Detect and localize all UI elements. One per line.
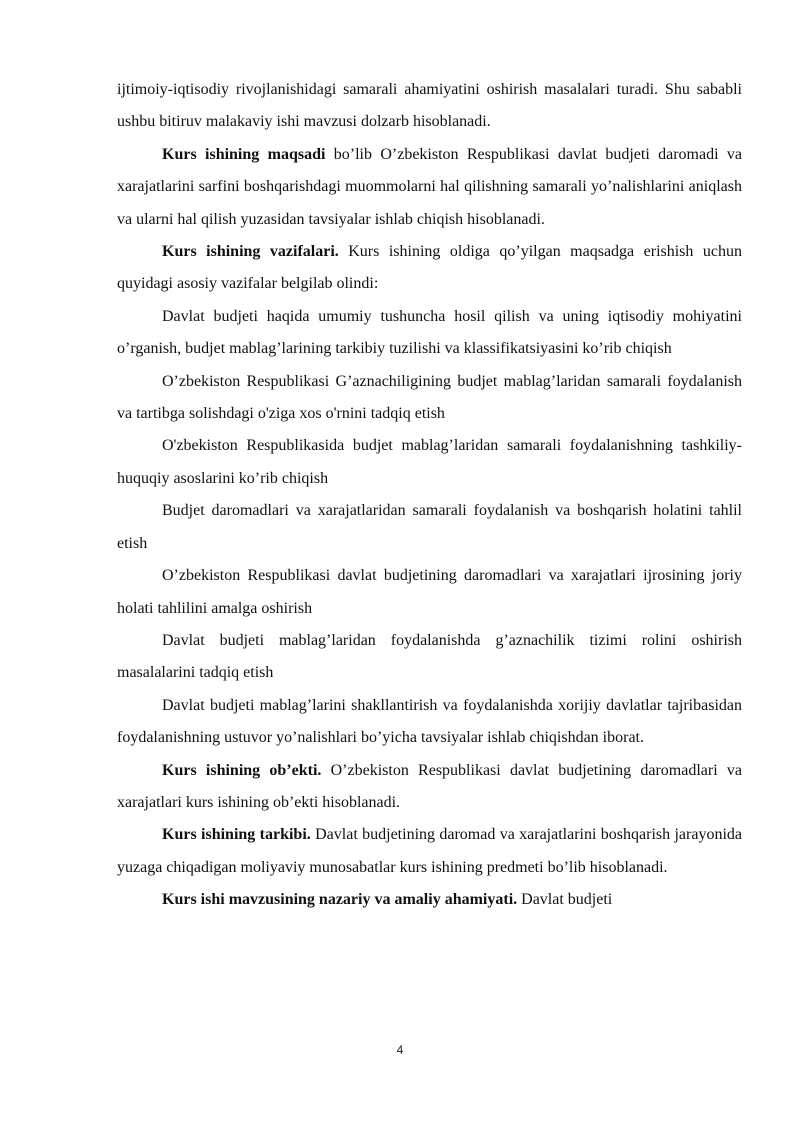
document-body (117, 74, 742, 917)
paragraph-text: Davlat budjeti mablag’larini shakllantirish va foydalanishda xorijiy davlatlar tajribasidan foydalanishning ustuvor yo’nalishlari bo’yicha tavsiyalar ishlab chiqishdan iborat. (117, 696, 742, 747)
paragraph-lead: Kurs ishining vazifalari. (162, 243, 339, 261)
paragraph-goal (117, 139, 742, 236)
paragraph-lead: Kurs ishi mavzusining nazariy va amaliy ahamiyati. (162, 891, 518, 909)
paragraph-text: Davlat budjetining daromad va xarajatlarini boshqarish jarayonida yuzaga chiqadigan moliyaviy munosabatlar kurs ishining predmeti bo’lib hisoblanadi. (117, 826, 743, 876)
paragraph-lead: Kurs ishining tarkibi. (162, 826, 311, 844)
paragraph-intro-continuation (117, 74, 742, 139)
paragraph-tasks (117, 236, 742, 301)
paragraph-task-4 (117, 495, 742, 560)
paragraph-text: O'zbekiston Respublikasida budjet mablag’laridan samarali foydalanishning tashkiliy-huquqiy asoslarini ko’rib chiqish (117, 437, 742, 487)
paragraph-text: Davlat budjeti haqida umumiy tushuncha hosil qilish va uning iqtisodiy mohiyatini o’rganish, budjet mablag’larining tarkibiy tuzilishi va klassifikatsiyasini ko’rib chiqish (117, 307, 742, 358)
paragraph-lead: Kurs ishining ob’ekti. (162, 761, 322, 779)
paragraph-task-1 (117, 301, 742, 366)
paragraph-task-5 (117, 560, 742, 625)
paragraph-text: Kurs ishining oldiga qo’yilgan maqsadga erishish uchun quyidagi asosiy vazifalar belgilab olindi: (117, 243, 742, 293)
paragraph-structure (117, 819, 742, 884)
page-number: 4 (396, 1043, 404, 1057)
paragraph-text: Davlat budjeti (517, 891, 613, 909)
paragraph-text: O’zbekiston Respublikasi G’aznachiligining budjet mablag’laridan samarali foydalanish va tartibga solishdagi o'ziga xos o'rnini tadqiq etish (117, 372, 742, 423)
paragraph-text: Budjet daromadlari va xarajatlaridan samarali foydalanish va boshqarish holatini tahlil etish (117, 502, 742, 552)
paragraph-significance (117, 884, 742, 916)
paragraph-text: O’zbekiston Respublikasi davlat budjetining daromadlari va xarajatlari kurs ishining ob’ekti hisoblanadi. (117, 761, 742, 811)
paragraph-task-3 (117, 430, 742, 495)
paragraph-text: Davlat budjeti mablag’laridan foydalanishda g’aznachilik tizimi rolini oshirish masalalarini tadqiq etish (117, 631, 742, 682)
paragraph-task-7 (117, 690, 742, 755)
paragraph-task-2 (117, 366, 742, 431)
paragraph-lead: Kurs ishining maqsadi (162, 145, 326, 163)
paragraph-text: bo’lib O’zbekiston Respublikasi davlat budjeti daromadi va xarajatlarini sarfini boshqarishdagi muommolarni hal qilishning samarali yo’nalishlarini aniqlash va ularni hal qilish yuzasidan tavsiyalar ishlab chiqish hisoblanadi. (117, 145, 742, 228)
paragraph-task-6 (117, 625, 742, 690)
paragraph-object (117, 755, 742, 820)
paragraph-text: ijtimoiy-iqtisodiy rivojlanishidagi samarali ahamiyatini oshirish masalalari turadi. Shu sababli ushbu bitiruv malakaviy ishi mavzusi dolzarb hisoblanadi. (117, 81, 742, 131)
paragraph-text: O’zbekiston Respublikasi davlat budjetining daromadlari va xarajatlari ijrosining joriy holati tahlilini amalga oshirish (117, 567, 742, 617)
